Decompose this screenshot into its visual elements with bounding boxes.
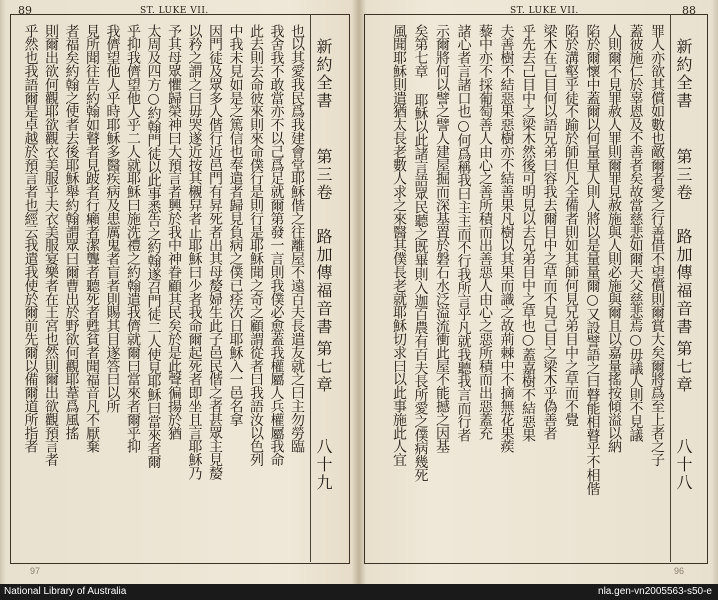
right-side-title: 新約全書	[674, 38, 693, 110]
left-side-volume: 第三卷	[314, 148, 333, 202]
text-column: 陷於溝壑乎徒不踰於師但凡全備者則如其師何見兄弟目中之草而不覺	[563, 24, 579, 427]
left-page-number: 89	[18, 4, 32, 17]
left-side-chapter: 第七章	[314, 340, 333, 394]
text-column: 夫善樹不結惡果惡樹亦不結善果凡樹以其果而識之故荊棘中不摘無花果蒺	[498, 24, 515, 453]
right-running-header: ST. LUKE VII.	[510, 6, 579, 16]
text-column: 罪人亦欲其償如數也敵爾者愛之行善借不望償則爾賞大矣爾將爲至上者之子	[649, 24, 665, 467]
right-page	[364, 4, 708, 584]
text-column: 因門徒及眾多人偕行近邑門有昇死者出其母嫠婦生此子邑民偕之者甚眾主見嫠	[207, 24, 223, 480]
right-side-rule	[670, 14, 671, 562]
right-side-book: 路加傳福音書	[674, 228, 693, 336]
text-column: 太周及四方○約翰門徒以此事悉告之約翰遂召門徒二人使見耶穌曰當來者爾	[145, 24, 162, 469]
text-column: 風聞耶穌則遣猶太長老數人求之來醫其僕長老就耶穌切求曰以此事施此人宜	[391, 24, 407, 467]
text-column: 蓋彼施仁於辜恩及不善者矣故當慈悲如爾天父慈悲焉○毋議人則不見議	[627, 24, 644, 442]
text-column: 乎先去己目中之梁木然後可明見以去兄弟目中之草也○蓋嘉樹不結惡果	[520, 24, 536, 442]
right-side-chapter: 第七章	[674, 340, 693, 394]
text-column: 此去則去命彼來則來命僕行是則行是耶穌聞之奇之顧謂從者曰我語汝以色列	[248, 24, 264, 467]
right-page-number: 88	[682, 4, 696, 17]
text-column: 見所聞往告約翰如瞽者見跛者行癩者潔聾者聽死者甦貧者聞福音凡不厭棄	[84, 24, 100, 453]
text-column: 乎然也我語爾是卓越於預言者也經云我遣我使於爾前先爾以備爾道所指者	[22, 24, 39, 453]
text-column: 藜中亦不採葡萄善人由心之善所積而出善惡人由心之惡所積而出惡蓋充	[477, 24, 493, 440]
right-pencil-mark: 96	[674, 566, 685, 576]
footer-identifier: nla.gen-vn2005563-s50-e	[598, 586, 712, 597]
text-column: 矣第七章 耶穌以此諸言語眾民聽之既畢則入迦百農有百夫長所愛之僕病幾死	[412, 24, 429, 482]
left-side-rule	[310, 14, 311, 562]
text-column: 也以其愛我民爲我建會堂耶穌偕之往離屋不遠百夫長遣友就之曰主勿勞臨	[289, 24, 305, 453]
left-side-title: 新約全書	[314, 38, 333, 110]
text-column: 我舍我不敢當亦不以己爲足就爾第發一言則我僕必愈蓋我權屬人兵權屬我命	[268, 24, 285, 467]
right-side-page-cjk: 八十八	[674, 438, 693, 492]
text-column: 梁木在己目何以語兄弟曰容我去爾目中之草而不見己目之梁木乎偽善者	[541, 24, 558, 440]
text-column: 諸心者言諸口也○何爲稱我曰主主而不行我所言乎凡就我聽我言而行者	[455, 24, 472, 442]
text-column: 中我未見如是之篤信也奉遣者歸見負病之僕已痊次日耶穌入一邑名拿	[227, 24, 244, 427]
left-running-header: ST. LUKE VII.	[140, 6, 209, 16]
text-column: 者福矣約翰之使者去後耶穌舉約翰謂眾曰爾曹出於野欲何觀耶葦爲風搖	[63, 24, 80, 440]
left-pencil-mark: 97	[30, 566, 41, 576]
text-column: 乎抑我儕望他人乎二人就耶穌曰施洗禮之約翰遣我儕就爾曰當來者爾乎抑	[125, 24, 141, 453]
right-side-volume: 第三卷	[674, 148, 693, 202]
left-page	[10, 4, 350, 584]
text-column: 我儕望他人乎時耶穌多醫疾病及患厲鬼者盲者則賜其目遂答曰以所	[104, 24, 121, 413]
text-column: 則爾出欲何觀耶欲觀衣美服乎夫衣美服宴樂者在王宮也然則爾出欲觀預言者	[43, 24, 59, 467]
text-column: 示爾將何以譬之譬人建屋掘而深基置於磐石水泛溢流衝此屋不能撼之因基	[434, 24, 450, 453]
text-column: 人則爾不見罪赦人罪則爾罪見赦施與人則必施與爾且以嘉量搖按傾溢以納	[606, 24, 622, 453]
left-side-book: 路加傳福音書	[314, 228, 333, 336]
footer-library-name: National Library of Australia	[4, 586, 127, 597]
text-column: 陷於爾懷中蓋爾以何量量人則人將以是量量爾○又設譬語之曰瞽能相瞽乎不相偕	[584, 24, 601, 496]
library-footer	[0, 584, 718, 600]
text-column: 予其母眾懼歸榮神曰大預言者興於我中神眷顧其民矣於是此聲徧揚於猶	[166, 24, 182, 440]
text-column: 以矜之謂之曰毋哭遂近按其櫬舁者止耶穌曰少者我命爾起死者即坐且言耶穌乃	[186, 24, 203, 480]
left-side-page-cjk: 八十九	[314, 438, 333, 492]
